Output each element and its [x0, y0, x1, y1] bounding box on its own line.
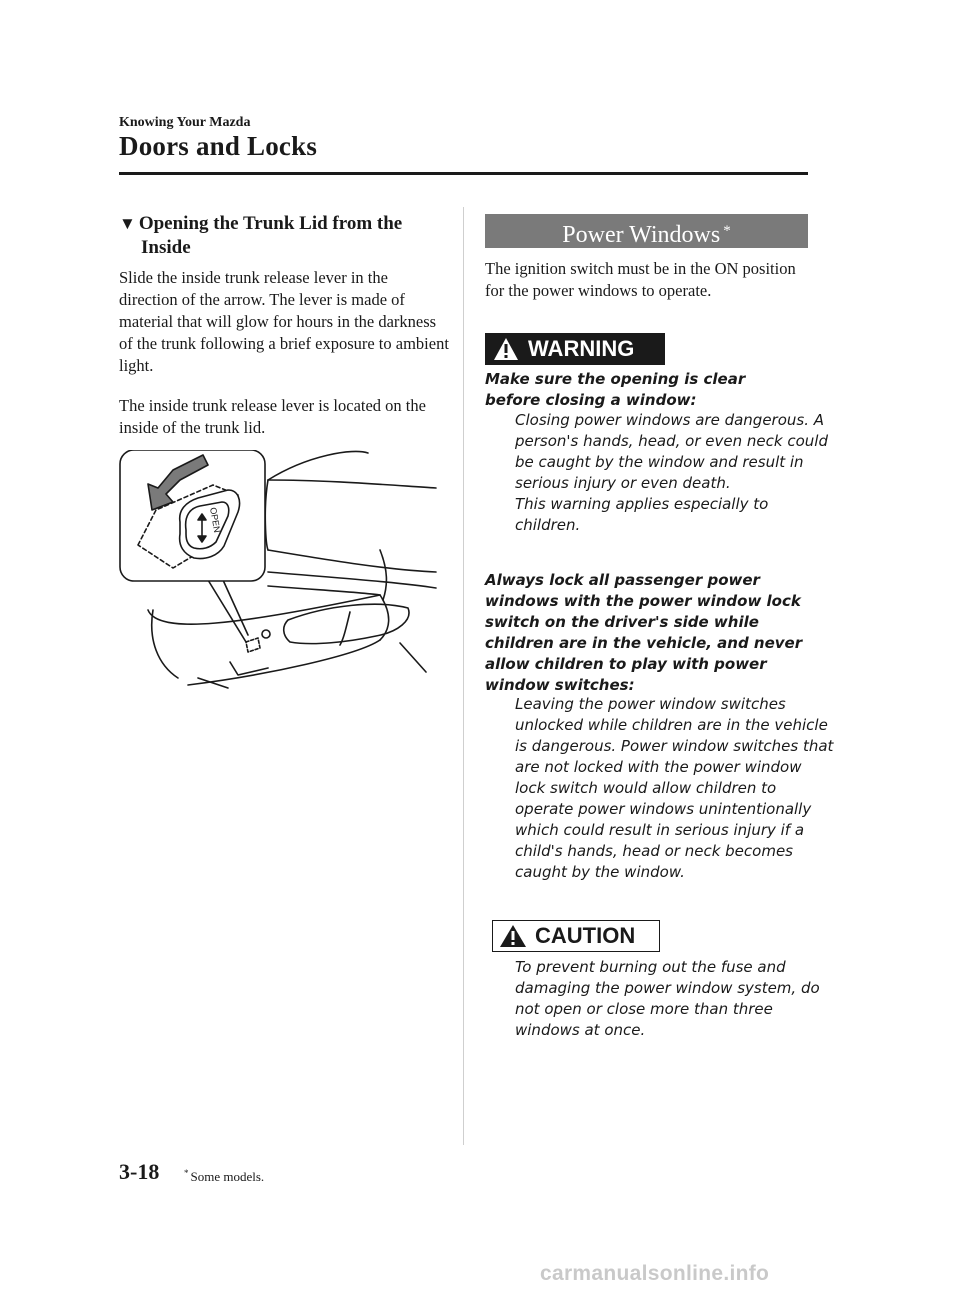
footnote-asterisk-icon: * [184, 1168, 189, 1178]
caution-box [492, 920, 660, 952]
section-title: Doors and Locks [119, 131, 318, 161]
page-number: 3-18 [119, 1159, 160, 1184]
power-windows-banner [485, 214, 808, 248]
subsection-heading-line1: Opening the Trunk Lid from the [138, 213, 403, 234]
lever-open-label: OPEN [208, 506, 223, 534]
chapter-label: Knowing Your Mazda [119, 115, 251, 130]
subsection-heading-line2: Inside [141, 237, 191, 258]
warning1-detail-a: Closing power windows are dangerous. A person's hands, head, or even neck could be caught by the window and result in serious injury or even death. [515, 411, 828, 492]
watermark: carmanualsonline.info [540, 1262, 770, 1285]
warning-label: WARNING [528, 336, 635, 361]
power-windows-title: Power Windows [562, 222, 721, 248]
warning-box [485, 333, 665, 365]
caution-label: CAUTION [535, 923, 636, 948]
subsection-heading [119, 212, 449, 260]
trunk-lever-location-paragraph: The inside trunk release lever is located on the inside of the trunk lid. [119, 396, 426, 437]
warning1-detail [485, 410, 835, 536]
footnote-text: Some models. [190, 1169, 265, 1184]
trunk-release-paragraph: Slide the inside trunk release lever in the direction of the arrow. The lever is made of material that will glow for hours in the darkness of the trunk following a brief exposure to ambient light. [119, 268, 449, 375]
warning2-statement: Always lock all passenger power windows with the power window lock switch on the driver's side while children are in the vehicle, and never allow children to play with power window switches: [485, 571, 803, 694]
power-windows-intro: The ignition switch must be in the ON position for the power windows to operate. [485, 259, 796, 300]
caution-triangle-icon [499, 924, 527, 948]
trunk-lid-illustration-svg [118, 450, 438, 690]
warning1-statement: Make sure the opening is clear before closing a window: [485, 370, 746, 409]
header-rule [119, 172, 808, 175]
footnote [184, 1168, 264, 1185]
warning2-detail: Leaving the power window switches unlocked while children are in the vehicle is dangerous. Power window switches that are not locked with the power window lock switch would allow children to operate power windows unintentionally which could result in serious injury if a child's hands, head or neck becomes caught by the window. [515, 695, 834, 881]
warning-triangle-icon [493, 337, 519, 361]
warning1-detail-b: This warning applies especially to children. [515, 495, 769, 534]
caution-detail: To prevent burning out the fuse and damaging the power window system, do not open or close more than three windows at once. [515, 958, 820, 1039]
asterisk-icon: * [723, 223, 731, 239]
trunk-release-illustration [118, 450, 438, 690]
column-divider [463, 207, 464, 1145]
triangle-marker-icon: ▼ [119, 214, 136, 233]
